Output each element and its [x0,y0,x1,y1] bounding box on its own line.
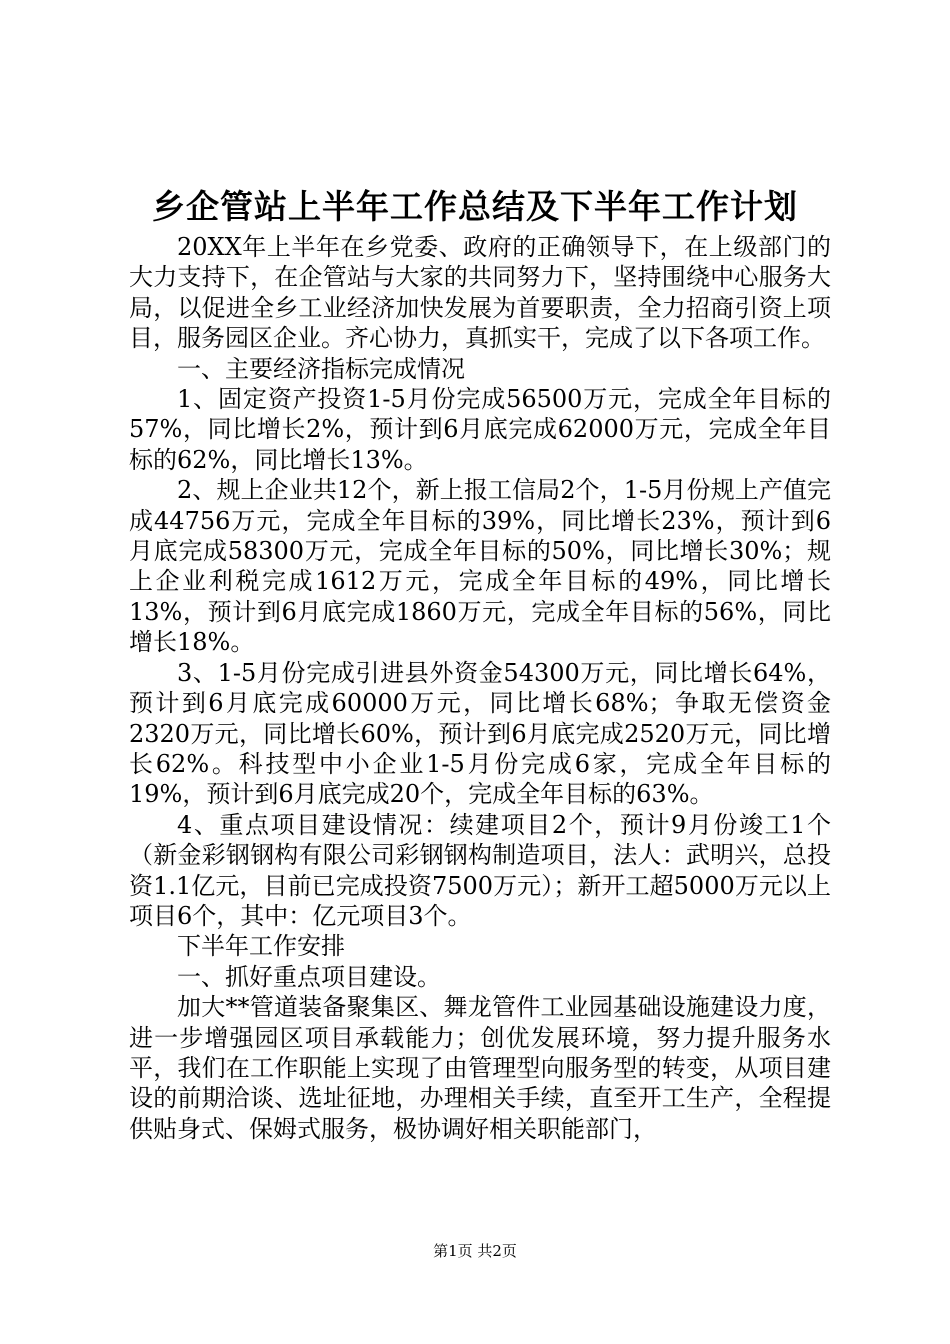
paragraph-fixed-investment: 1、固定资产投资1-5月份完成56500万元，完成全年目标的57%，同比增长2%，预计到6月底完成62000万元，完成全年目标的62%，同比增长13%。 [129,385,831,474]
paragraph-external-funds: 3、1-5月份完成引进县外资金54300万元，同比增长64%，预计到6月底完成60000万元，同比增长68%；争取无偿资金2320万元，同比增长60%，预计到6月底完成2520万元，同比增长62%。科技型中小企业1-5月份完成6家，完成全年目标的19%，预计到6月底完成20个，完成全年目标的63%。 [129,658,831,809]
paragraph-key-projects: 4、重点项目建设情况：续建项目2个，预计9月份竣工1个（新金彩钢钢构有限公司彩钢钢构制造项目，法人：武明兴，总投资1.1亿元，目前已完成投资7500万元）；新开工超5000万元以上项目6个，其中：亿元项目3个。 [129,810,831,930]
paragraph-park-infrastructure: 加大**管道装备聚集区、舞龙管件工业园基础设施建设力度，进一步增强园区项目承载能力；创优发展环境，努力提升服务水平，我们在工作职能上实现了由管理型向服务型的转变，从项目建设的前期洽谈、选址征地，办理相关手续，直至开工生产，全程提供贴身式、保姆式服务，极协调好相关职能部门， [129,993,831,1143]
document-body [129,232,831,1144]
paragraph-intro: 20XX年上半年在乡党委、政府的正确领导下，在上级部门的大力支持下，在企管站与大家的共同努力下，坚持围绕中心服务大局，以促进全乡工业经济加快发展为首要职责，全力招商引资上项目，服务园区企业。齐心协力，真抓实干，完成了以下各项工作。 [129,233,831,353]
section-heading-second-half: 下半年工作安排 [177,932,345,961]
section-heading-project-construction: 一、抓好重点项目建设。 [177,962,441,991]
page-number-footer: 第1页 共2页 [433,1242,517,1260]
document-title: 乡企管站上半年工作总结及下半年工作计划 [152,187,798,226]
section-heading-indicators: 一、主要经济指标完成情况 [177,354,465,383]
paragraph-large-enterprises: 2、规上企业共12个，新上报工信局2个，1-5月份规上产值完成44756万元，完成全年目标的39%，同比增长23%，预计到6月底完成58300万元，完成全年目标的50%，同比增长30%；规上企业利税完成1612万元，完成全年目标的49%，同比增长13%，预计到6月底完成1860万元，完成全年目标的56%，同比增长18%。 [129,476,831,657]
